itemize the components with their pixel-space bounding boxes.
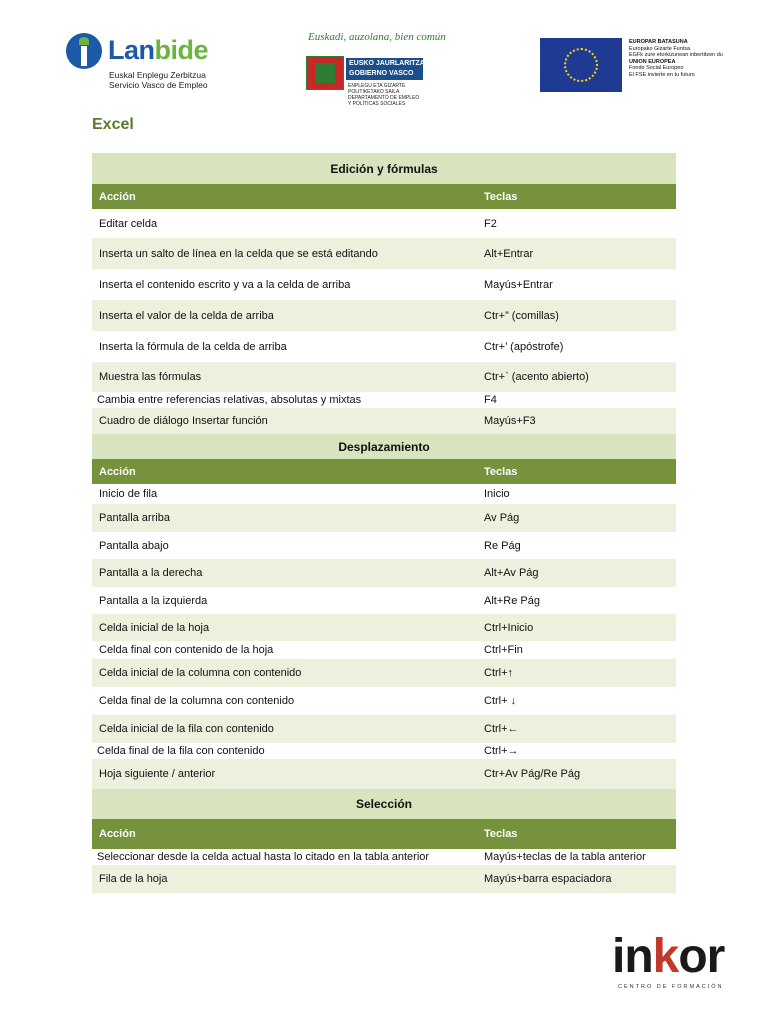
- table-row: Celda final de la columna con contenido Ctrl+ ↓: [92, 687, 676, 715]
- table-row: Pantalla a la izquierda Alt+Re Pág: [92, 587, 676, 614]
- lanbide-subtitle: Euskal Enplegu Zerbitzua Servicio Vasco de Empleo: [109, 70, 208, 90]
- eu-flag-icon: [540, 38, 622, 92]
- table-row: Inserta el valor de la celda de arriba Ctr+” (comillas): [92, 300, 676, 331]
- table-row: Cambia entre referencias relativas, absolutas y mixtas F4: [92, 392, 676, 408]
- page-header: [0, 0, 768, 110]
- section-title-row: Desplazamiento: [92, 434, 676, 459]
- header-row: Acción Teclas: [92, 819, 676, 849]
- table-row: Inserta un salto de línea en la celda que se está editando Alt+Entrar: [92, 238, 676, 269]
- table-row: Celda final con contenido de la hoja Ctrl+Fin: [92, 641, 676, 659]
- eu-logo: [540, 38, 760, 93]
- gobierno-vasco-logo: [304, 31, 444, 111]
- gv-department: ENPLEGU ETA GIZARTE POLITIKETAKO SAILA DEPARTAMENTO DE EMPLEO Y POLÍTICAS SOCIALES: [348, 83, 420, 107]
- eu-text: EUROPAR BATASUNA Europako Gizarte Funtsa EGFk zure etorkizunean inbertitzen du UNION EUROPEA Fondo Social Europeo El FSE invierte en tu futuro: [629, 39, 723, 78]
- table-row: Pantalla arriba Av Pág: [92, 504, 676, 532]
- section-title-row: Edición y fórmulas: [92, 153, 676, 184]
- table-row: Pantalla abajo Re Pág: [92, 532, 676, 559]
- inkor-logo: [612, 930, 738, 996]
- table-row: Fila de la hoja Mayús+barra espaciadora: [92, 865, 676, 893]
- table-row: Muestra las fórmulas Ctr+` (acento abierto): [92, 362, 676, 392]
- table-row: Celda final de la fila con contenido Ctrl+→: [92, 743, 676, 759]
- table-row: Inserta el contenido escrito y va a la celda de arriba Mayús+Entrar: [92, 269, 676, 300]
- gv-slogan: Euskadi, auzolana, bien común: [308, 31, 446, 43]
- lanbide-name: Lanbide: [108, 35, 209, 65]
- table-row: Inserta la fórmula de la celda de arriba Ctr+’ (apóstrofe): [92, 331, 676, 362]
- table-row: Celda inicial de la columna con contenido Ctrl+↑: [92, 659, 676, 687]
- table-row: Celda inicial de la fila con contenido Ctrl+←: [92, 715, 676, 743]
- lanbide-logo: [66, 33, 226, 93]
- lanbide-mark-icon: [66, 33, 102, 69]
- table-row: Celda inicial de la hoja Ctrl+Inicio: [92, 614, 676, 641]
- table-row: Seleccionar desde la celda actual hasta lo citado en la tabla anterior Mayús+teclas de la tabla anterior: [92, 849, 676, 865]
- inkor-wordmark: inkor: [612, 930, 725, 983]
- shortcuts-table: [92, 153, 676, 893]
- gv-name-box: EUSKO JAURLARITZA GOBIERNO VASCO: [346, 58, 423, 80]
- inkor-subtitle: CENTRO DE FORMACIÓN: [618, 984, 724, 990]
- page-title: Excel: [92, 116, 134, 133]
- table-row: Hoja siguiente / anterior Ctr+Av Pág/Re Pág: [92, 759, 676, 789]
- table-row: Editar celda F2: [92, 209, 676, 238]
- table-row: Pantalla a la derecha Alt+Av Pág: [92, 559, 676, 587]
- table-row: Inicio de fila Inicio: [92, 484, 676, 504]
- table-row: Cuadro de diálogo Insertar función Mayús+F3: [92, 408, 676, 434]
- section-title-row: Selección: [92, 789, 676, 819]
- shield-icon: [306, 56, 344, 90]
- header-row: Acción Teclas: [92, 184, 676, 209]
- header-row: Acción Teclas: [92, 459, 676, 484]
